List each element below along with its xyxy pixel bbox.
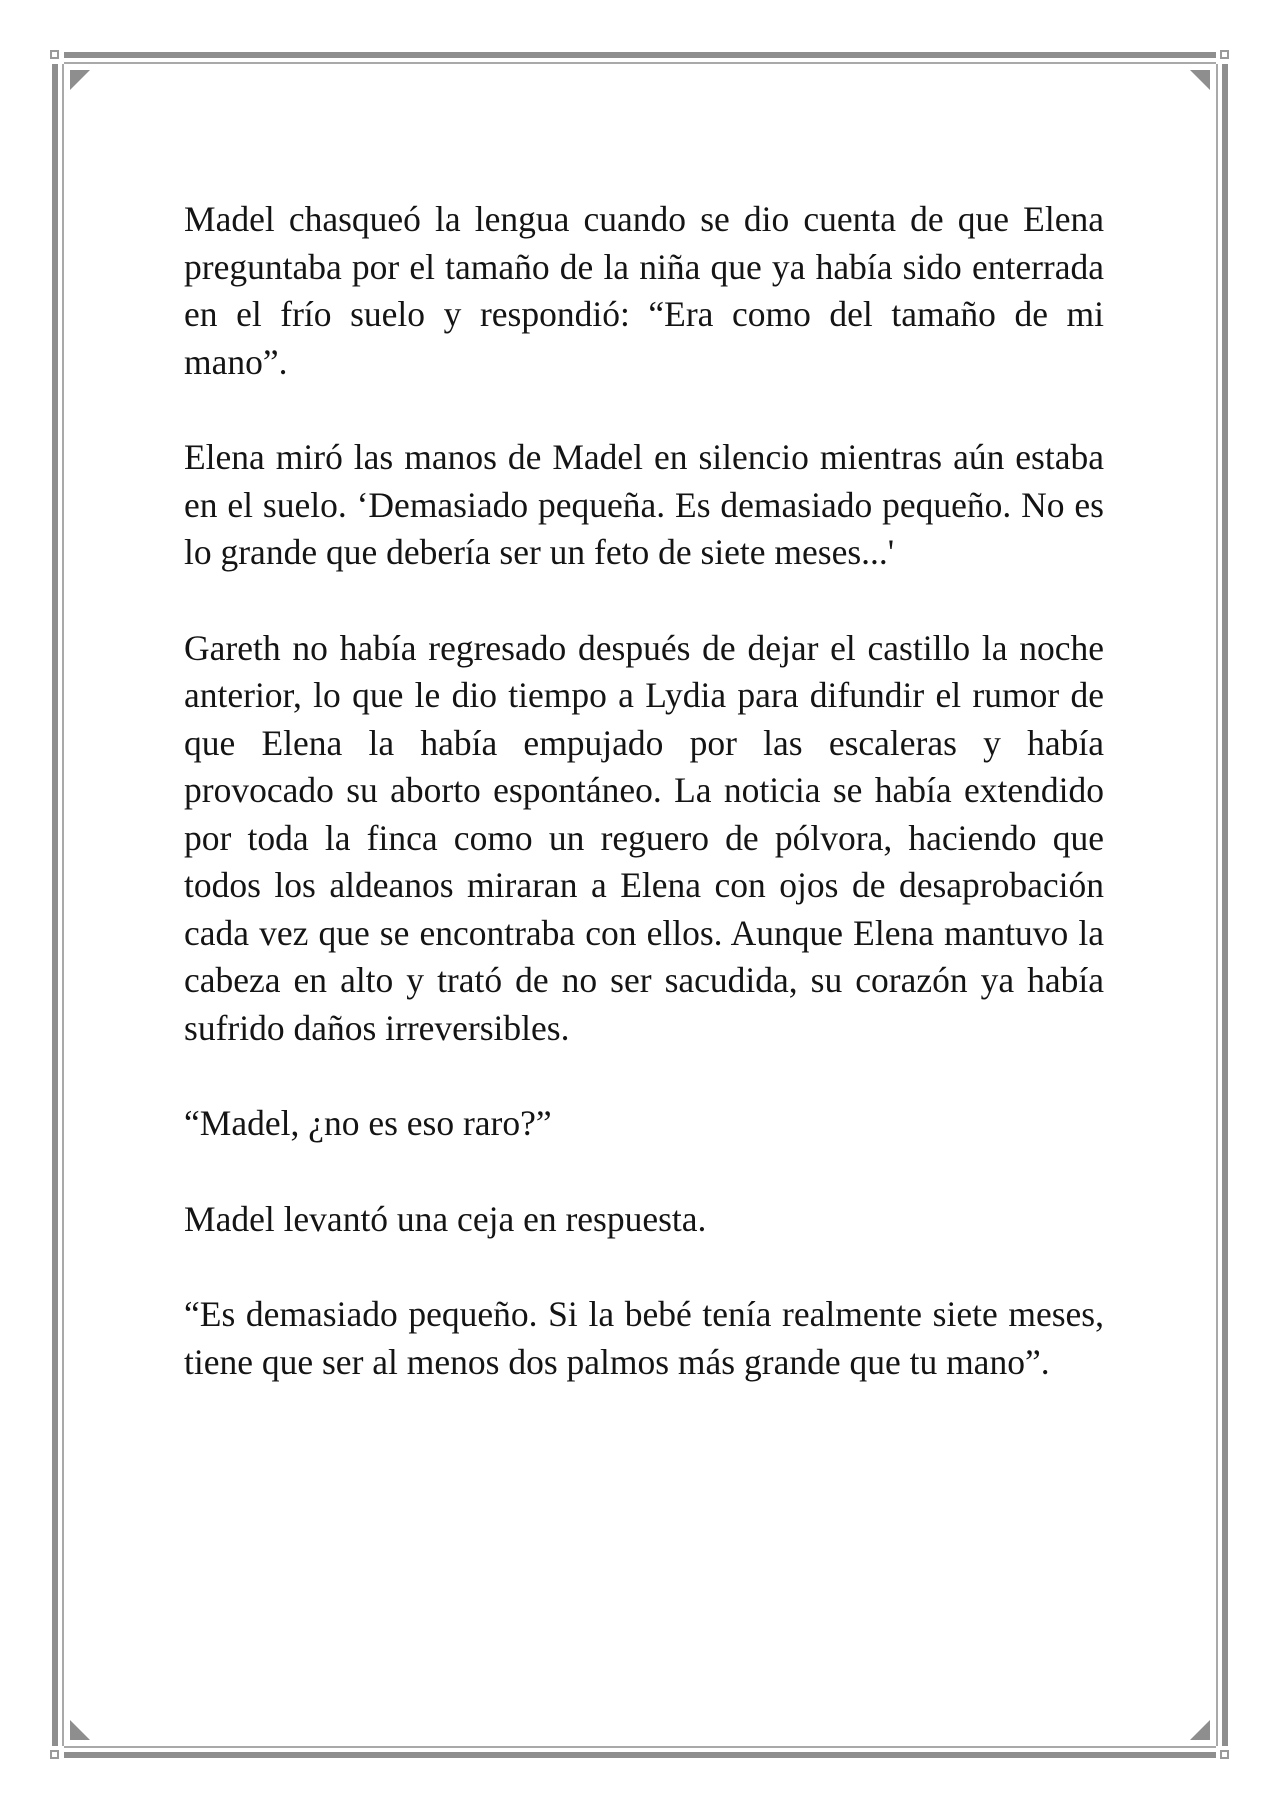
frame-left-outer — [52, 64, 58, 1746]
frame-right-inner — [1216, 64, 1218, 1746]
paragraph: Gareth no había regresado después de dejar el castillo la noche anterior, lo que le dio tiempo a Lydia para difundir el rumor de que Elena la había empujado por las escaleras y había provocado su aborto espontáneo. La noticia se había extendido por toda la finca como un reguero de pólvora, haciendo que todos los aldeanos miraran a Elena con ojos de desaprobación cada vez que se encontraba con ellos. Aunque Elena mantuvo la cabeza en alto y trató de no ser sacudida, su corazón ya había sufrido daños irreversibles. — [184, 627, 1104, 1048]
corner-ornament-bottom-right — [1220, 1750, 1229, 1759]
dialogue-line: “Madel, ¿no es eso raro?” — [184, 1103, 552, 1143]
frame-bottom-inner — [64, 1746, 1216, 1748]
frame-top-outer — [64, 52, 1216, 58]
paragraph: Madel levantó una ceja en respuesta. — [184, 1198, 707, 1239]
frame-top-inner — [64, 62, 1216, 64]
frame-right-outer — [1222, 64, 1228, 1746]
frame-left-inner — [62, 64, 64, 1746]
dialogue-line: “Es demasiado pequeño. Si la bebé tenía realmente siete meses, tiene que ser al menos dos palmos más grande que tu mano”. — [184, 1294, 1104, 1382]
corner-ornament-bottom-left — [50, 1750, 59, 1759]
page-body — [184, 196, 1104, 1386]
corner-triangle-top-left — [70, 70, 90, 90]
paragraph: Elena miró las manos de Madel en silencio mientras aún estaba en el suelo. ‘Demasiado pequeña. Es demasiado pequeño. No es lo grande que debería ser un feto de siete meses...' — [184, 437, 1104, 572]
corner-ornament-top-right — [1220, 50, 1229, 59]
corner-ornament-top-left — [50, 50, 59, 59]
corner-triangle-top-right — [1190, 70, 1210, 90]
corner-triangle-bottom-left — [70, 1720, 90, 1740]
paragraph: Madel chasqueó la lengua cuando se dio cuenta de que Elena preguntaba por el tamaño de la niña que ya había sido enterrada en el frío suelo y respondió: “Era como del tamaño de mi mano”. — [184, 199, 1104, 382]
corner-triangle-bottom-right — [1190, 1720, 1210, 1740]
frame-bottom-outer — [64, 1752, 1216, 1758]
